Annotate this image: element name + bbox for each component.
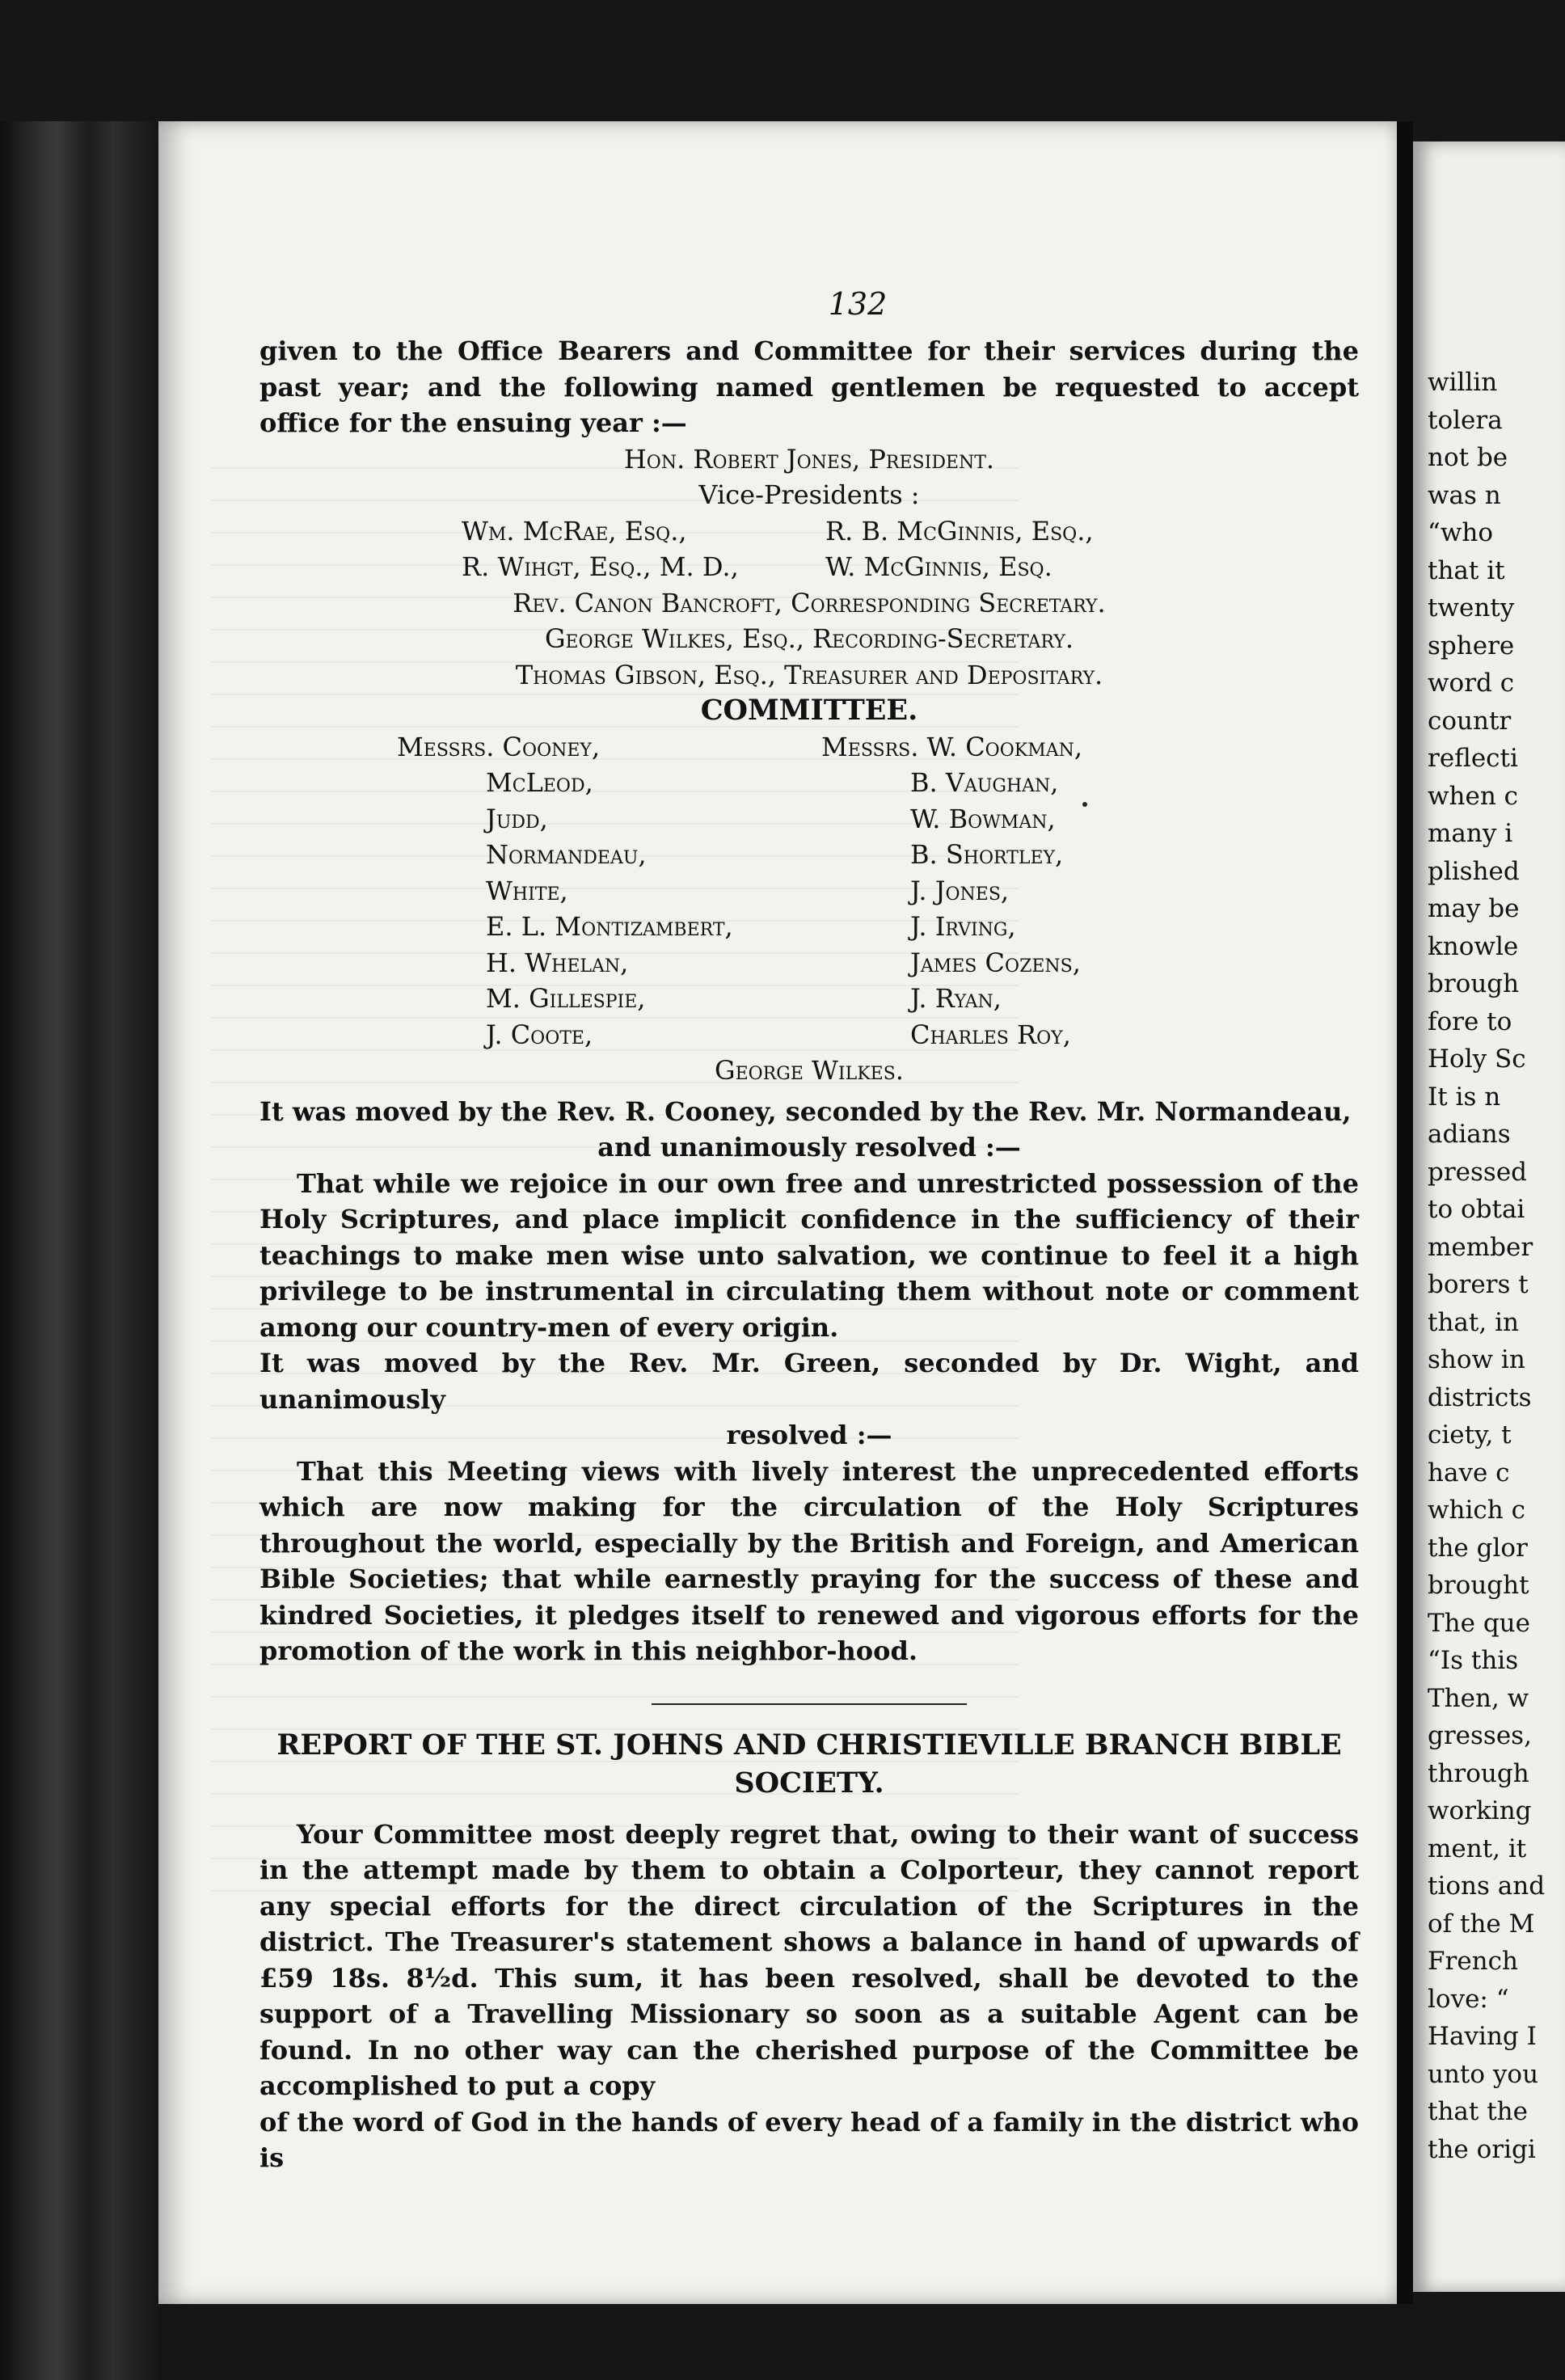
vice-presidents-list [462, 513, 1157, 585]
report-title [259, 1726, 1359, 1802]
recording-secretary-line: George Wilkes, Esq., Recording-Secretary. [544, 623, 1074, 654]
vice-president-entry: R. Wihgt, Esq., M. D., [462, 551, 739, 582]
committee-heading: COMMITTEE. [700, 694, 918, 727]
scan-background [158, 2304, 1565, 2380]
committee-member: B. Shortley, [910, 839, 1064, 870]
committee-member: Judd, [486, 803, 548, 834]
vice-president-entry: W. McGinnis, Esq. [825, 551, 1052, 582]
corresponding-secretary-line: Rev. Canon Bancroft, Corresponding Secretary. [513, 587, 1106, 618]
committee-member: Messrs. W. Cookman, [821, 731, 1083, 762]
committee-member: B. Vaughan, [910, 767, 1059, 798]
page-gutter [1397, 121, 1413, 2380]
report-body: Your Committee most deeply regret that, owing to their want of success in the attempt made by them to obtain a Colporteur, they cannot report any special efforts for the direct circulation of the Scriptures in the district. The Treasurer's statement shows a balance in hand of upwards of £59 18s. 8½d. This sum, it has been resolved, shall be devoted to the support of a Travelling Missionary so soon as a suitable Agent can be found. In no other way can the cherished purpose of the Committee be accomplished to put a copy [259, 1818, 1359, 2101]
committee-right-column [821, 729, 1246, 1053]
committee-member: J. Jones, [910, 875, 1010, 906]
section-divider [652, 1703, 967, 1705]
book-binding [0, 121, 162, 2380]
page-number: 132 [828, 286, 888, 322]
vice-president-entry: R. B. McGinnis, Esq., [825, 515, 1094, 546]
committee-member: J. Irving, [910, 911, 1016, 942]
committee-left-column [397, 729, 821, 1053]
committee-member: Normandeau, [486, 839, 647, 870]
committee-member: E. L. Montizambert, [486, 911, 733, 942]
right-page-cropped-text: willin tolera not be was n “who that it twenty sphere word c countr reflecti when c many i plished may be knowle brough fore to Holy Sc It is n adians pressed to obtai member borers t that, in show in districts ciety, t have c which c the glor brought The que “Is this Then, w gresses, through working ment, it tions and of the M French love: “ Having I unto you that the the origi [1428, 368, 1546, 2164]
committee-member: J. Ryan, [910, 983, 1002, 1014]
report-final-line: of the word of God in the hands of every head of a family in the district who is [259, 2106, 1359, 2173]
resolution-1-intro-line-2: and unanimously resolved :— [597, 1132, 1021, 1163]
committee-member: Messrs. Cooney, [397, 731, 601, 762]
committee-member: M. Gillespie, [486, 983, 646, 1014]
committee-member: James Cozens, [910, 947, 1081, 978]
resolution-1-intro-line: It was moved by the Rev. R. Cooney, seconded by the Rev. Mr. Normandeau, [259, 1095, 1352, 1127]
report-title-line: SOCIETY. [734, 1766, 884, 1800]
committee-list [397, 729, 1246, 1053]
president-line: Hon. Robert Jones, President. [623, 443, 995, 475]
resolution-2-intro [259, 1345, 1359, 1454]
treasurer-line: Thomas Gibson, Esq., Treasurer and Depositary. [515, 659, 1103, 690]
committee-final-member: George Wilkes. [715, 1055, 904, 1086]
right-page-edge [1413, 141, 1565, 2292]
resolution-1-intro [259, 1094, 1359, 1166]
report-title-line: REPORT OF THE ST. JOHNS AND CHRISTIEVILLE BRANCH BIBLE [276, 1728, 1342, 1762]
vice-president-entry: Wm. McRae, Esq., [462, 515, 687, 546]
committee-member: White, [486, 875, 568, 906]
resolution-1-text: That while we rejoice in our own free and unrestricted possession of the Holy Scriptures, and place implicit confidence in the sufficiency of their teachings to make men wise unto salvation, we continue to feel it a high privilege to be instrumental in circulating them without note or comment among our country-men of every origin. [259, 1167, 1359, 1343]
committee-member: W. Bowman, [910, 803, 1056, 834]
committee-member: McLeod, [486, 767, 593, 798]
resolution-2-text: That this Meeting views with lively interest the unprecedented efforts which are now making for the circulation of the Holy Scriptures throughout the world, especially by the British and Foreign, and American Bible Societies; that while earnestly praying for the success of these and kindred Societies, it pledges itself to renewed and vigorous efforts for the promotion of the work in this neighbor-hood. [259, 1455, 1359, 1666]
left-page [158, 121, 1397, 2304]
resolution-2-intro-line-2: resolved :— [726, 1420, 892, 1450]
page-text [259, 275, 1359, 2176]
committee-member: Charles Roy, [910, 1019, 1071, 1050]
committee-member: J. Coote, [486, 1019, 593, 1050]
vice-presidents-label: Vice-Presidents : [698, 479, 920, 510]
committee-member: H. Whelan, [486, 947, 629, 978]
resolution-2-intro-line: It was moved by the Rev. Mr. Green, seconded by Dr. Wight, and unanimously [259, 1348, 1359, 1415]
opening-paragraph: given to the Office Bearers and Committee for their services during the past year; and the following named gentlemen be requested to accept office for the ensuing year :— [259, 335, 1359, 438]
